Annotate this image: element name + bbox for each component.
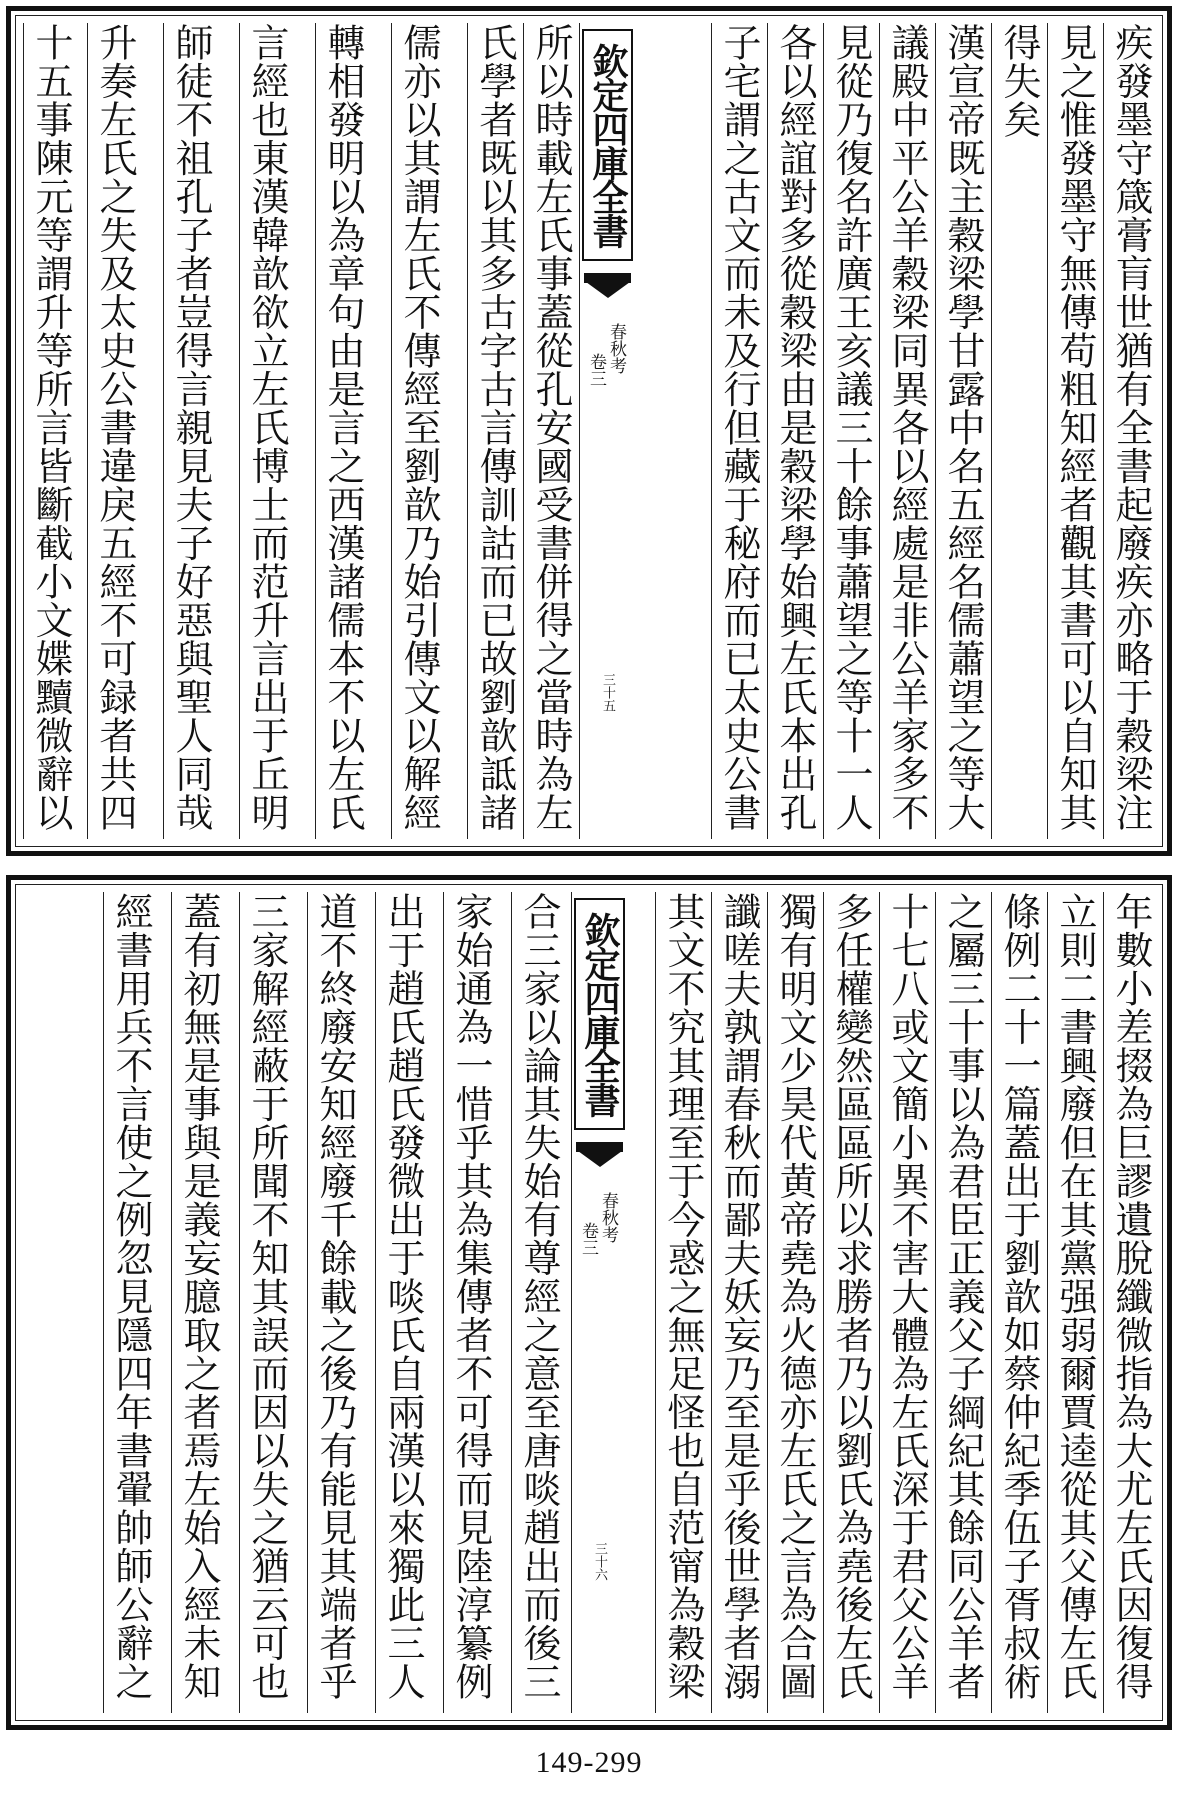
text-column: 升奏左氏之失及太史公書違戾五經不可録者共四 — [87, 23, 143, 839]
text-column: 見之惟發墨守無傳苟粗知經者觀其書可以自知其 — [1047, 23, 1103, 839]
banderole-leaf: 三十五 — [600, 673, 615, 712]
text-column: 道不終廢安知經廢千餘載之後乃有能見其端者乎 — [307, 892, 363, 1713]
text-column: 各以經誼對多從穀梁由是穀梁學始興左氏本出孔 — [767, 23, 823, 839]
text-column: 蓋有初無是事與是義妄臆取之者焉左始入經未知 — [171, 892, 227, 1713]
text-column: 議殿中平公羊穀梁同異各以經處是非公羊家多不 — [879, 23, 935, 839]
text-column: 師徒不祖孔子者豈得言親見夫子好惡與聖人同哉 — [163, 23, 219, 839]
text-column: 漢宣帝既主穀梁學甘露中名五經名儒蕭望之等大 — [935, 23, 991, 839]
text-column: 條例二十一篇蓋出于劉歆如蔡仲紀季伍子胥叔術 — [991, 892, 1047, 1713]
text-column: 三家解經蔽于所聞不知其誤而因以失之猶云可也 — [239, 892, 295, 1713]
banderole-title: 欽定四庫全書 — [582, 29, 633, 261]
fishtail-mark — [576, 1142, 623, 1170]
text-column: 所以時載左氏事蓋從孔安國受書併得之當時為左 — [523, 23, 579, 839]
text-column: 儒亦以其謂左氏不傳經至劉歆乃始引傳文以解經 — [391, 23, 447, 839]
text-column: 見從乃復名許廣王亥議三十餘事蕭望之等十一人 — [823, 23, 879, 839]
banderole — [579, 23, 635, 839]
text-column: 經書用兵不言使之例忽見隱四年書翬帥師公辭之 — [103, 892, 159, 1713]
banderole-title: 欽定四庫全書 — [574, 898, 625, 1130]
banderole-book: 春秋考 — [598, 1192, 618, 1243]
text-column: 家始通為一惜乎其為集傳者不可得而見陸淳纂例 — [443, 892, 499, 1713]
text-column: 出于趙氏趙氏發微出于啖氏自兩漢以來獨此三人 — [375, 892, 431, 1713]
text-column: 之屬三十事以為君臣正義父子綱紀其餘同公羊者 — [935, 892, 991, 1713]
text-column: 氏學者既以其多古字古言傳訓詁而已故劉歆詆諸 — [467, 23, 523, 839]
text-column: 年數小差掇為巨謬遺脫纖微指為大尤左氏因復得 — [1103, 892, 1159, 1713]
text-column: 合三家以論其失始有尊經之意至唐啖趙出而後三 — [511, 892, 567, 1713]
banderole-book: 春秋考 — [606, 323, 626, 374]
text-column: 其文不究其理至于今惑之無足怪也自范甯為穀梁 — [655, 892, 711, 1713]
text-column: 讖嗟夫孰謂春秋而鄙夫妖妄乃至是乎後世學者溺 — [711, 892, 767, 1713]
text-column: 立則二書興廢但在其黨强弱爾賈逵從其父傳左氏 — [1047, 892, 1103, 1713]
banderole-juan: 卷三 — [578, 1222, 598, 1256]
top-page-frame — [6, 6, 1172, 856]
text-column: 子宅謂之古文而未及行但藏于秘府而已太史公書 — [711, 23, 767, 839]
banderole-juan: 卷三 — [586, 353, 606, 387]
banderole — [571, 892, 627, 1713]
banderole-leaf: 三十六 — [592, 1542, 607, 1581]
text-column: 十七八或文簡小異不害大體為左氏深于君父公羊 — [879, 892, 935, 1713]
text-column: 得失矣 — [991, 23, 1047, 839]
text-column: 轉相發明以為章句由是言之西漢諸儒本不以左氏 — [315, 23, 371, 839]
bottom-page-frame — [6, 875, 1172, 1730]
page-number: 149-299 — [535, 1746, 643, 1779]
text-column: 十五事陳元等謂升等所言皆斷截小文媟黷微辭以 — [23, 23, 79, 839]
text-column: 言經也東漢韓歆欲立左氏博士而范升言出于丘明 — [239, 23, 295, 839]
text-column: 多任權變然區區所以求勝者乃以劉氏為堯後左氏 — [823, 892, 879, 1713]
text-column: 疾發墨守箴膏肓世猶有全書起廢疾亦略于穀梁注 — [1103, 23, 1159, 839]
text-column: 獨有明文少昊代黄帝堯為火德亦左氏之言為合圖 — [767, 892, 823, 1713]
fishtail-mark — [584, 273, 631, 301]
